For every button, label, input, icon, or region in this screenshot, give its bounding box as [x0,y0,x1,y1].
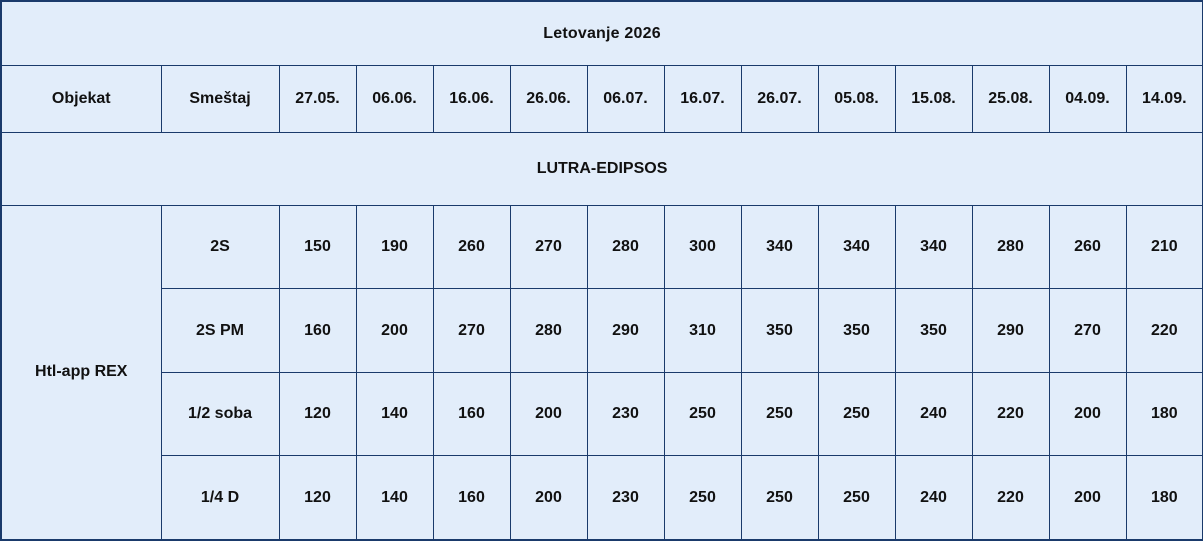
column-header-date: 16.06. [433,66,510,133]
price-cell: 240 [895,456,972,540]
destination-label: LUTRA-EDIPSOS [1,133,1203,206]
column-header-date: 05.08. [818,66,895,133]
price-cell: 200 [1049,456,1126,540]
destination-row [1,133,1203,206]
price-cell: 280 [972,205,1049,288]
room-type-label: 2S PM [161,289,279,372]
price-cell: 340 [818,205,895,288]
price-cell: 250 [818,372,895,455]
price-cell: 250 [664,372,741,455]
price-cell: 350 [818,289,895,372]
table-row [1,372,1203,455]
room-type-label: 1/2 soba [161,372,279,455]
column-header-smestaj: Smeštaj [161,66,279,133]
price-cell: 190 [356,205,433,288]
price-cell: 210 [1126,205,1203,288]
price-cell: 140 [356,456,433,540]
price-cell: 250 [664,456,741,540]
price-cell: 150 [279,205,356,288]
title-row [1,1,1203,66]
price-cell: 300 [664,205,741,288]
column-header-date: 15.08. [895,66,972,133]
page-title: Letovanje 2026 [1,1,1203,66]
price-cell: 250 [818,456,895,540]
room-type-label: 1/4 D [161,456,279,540]
price-cell: 140 [356,372,433,455]
column-header-date: 27.05. [279,66,356,133]
column-header-date: 25.08. [972,66,1049,133]
price-cell: 250 [741,372,818,455]
column-header-date: 14.09. [1126,66,1203,133]
price-cell: 160 [279,289,356,372]
column-header-date: 16.07. [664,66,741,133]
price-cell: 120 [279,372,356,455]
column-header-date: 06.06. [356,66,433,133]
column-header-date: 26.06. [510,66,587,133]
price-cell: 200 [510,372,587,455]
price-cell: 120 [279,456,356,540]
price-cell: 240 [895,372,972,455]
price-cell: 270 [1049,289,1126,372]
price-cell: 220 [972,372,1049,455]
price-cell: 180 [1126,372,1203,455]
price-cell: 260 [1049,205,1126,288]
header-row [1,66,1203,133]
price-cell: 220 [1126,289,1203,372]
price-cell: 220 [972,456,1049,540]
table-row [1,205,1203,288]
price-cell: 310 [664,289,741,372]
price-cell: 290 [587,289,664,372]
room-type-label: 2S [161,205,279,288]
price-cell: 270 [433,289,510,372]
table-row [1,456,1203,540]
price-cell: 200 [1049,372,1126,455]
price-cell: 350 [895,289,972,372]
column-header-objekat: Objekat [1,66,161,133]
column-header-date: 04.09. [1049,66,1126,133]
price-cell: 200 [510,456,587,540]
price-cell: 230 [587,372,664,455]
price-cell: 160 [433,456,510,540]
price-cell: 180 [1126,456,1203,540]
price-cell: 340 [741,205,818,288]
price-cell: 340 [895,205,972,288]
price-cell: 250 [741,456,818,540]
price-cell: 280 [587,205,664,288]
price-cell: 160 [433,372,510,455]
object-label: Htl-app REX [1,205,161,540]
column-header-date: 26.07. [741,66,818,133]
price-cell: 260 [433,205,510,288]
price-cell: 280 [510,289,587,372]
table-row [1,289,1203,372]
price-cell: 350 [741,289,818,372]
price-cell: 290 [972,289,1049,372]
column-header-date: 06.07. [587,66,664,133]
price-cell: 230 [587,456,664,540]
price-cell: 200 [356,289,433,372]
price-cell: 270 [510,205,587,288]
